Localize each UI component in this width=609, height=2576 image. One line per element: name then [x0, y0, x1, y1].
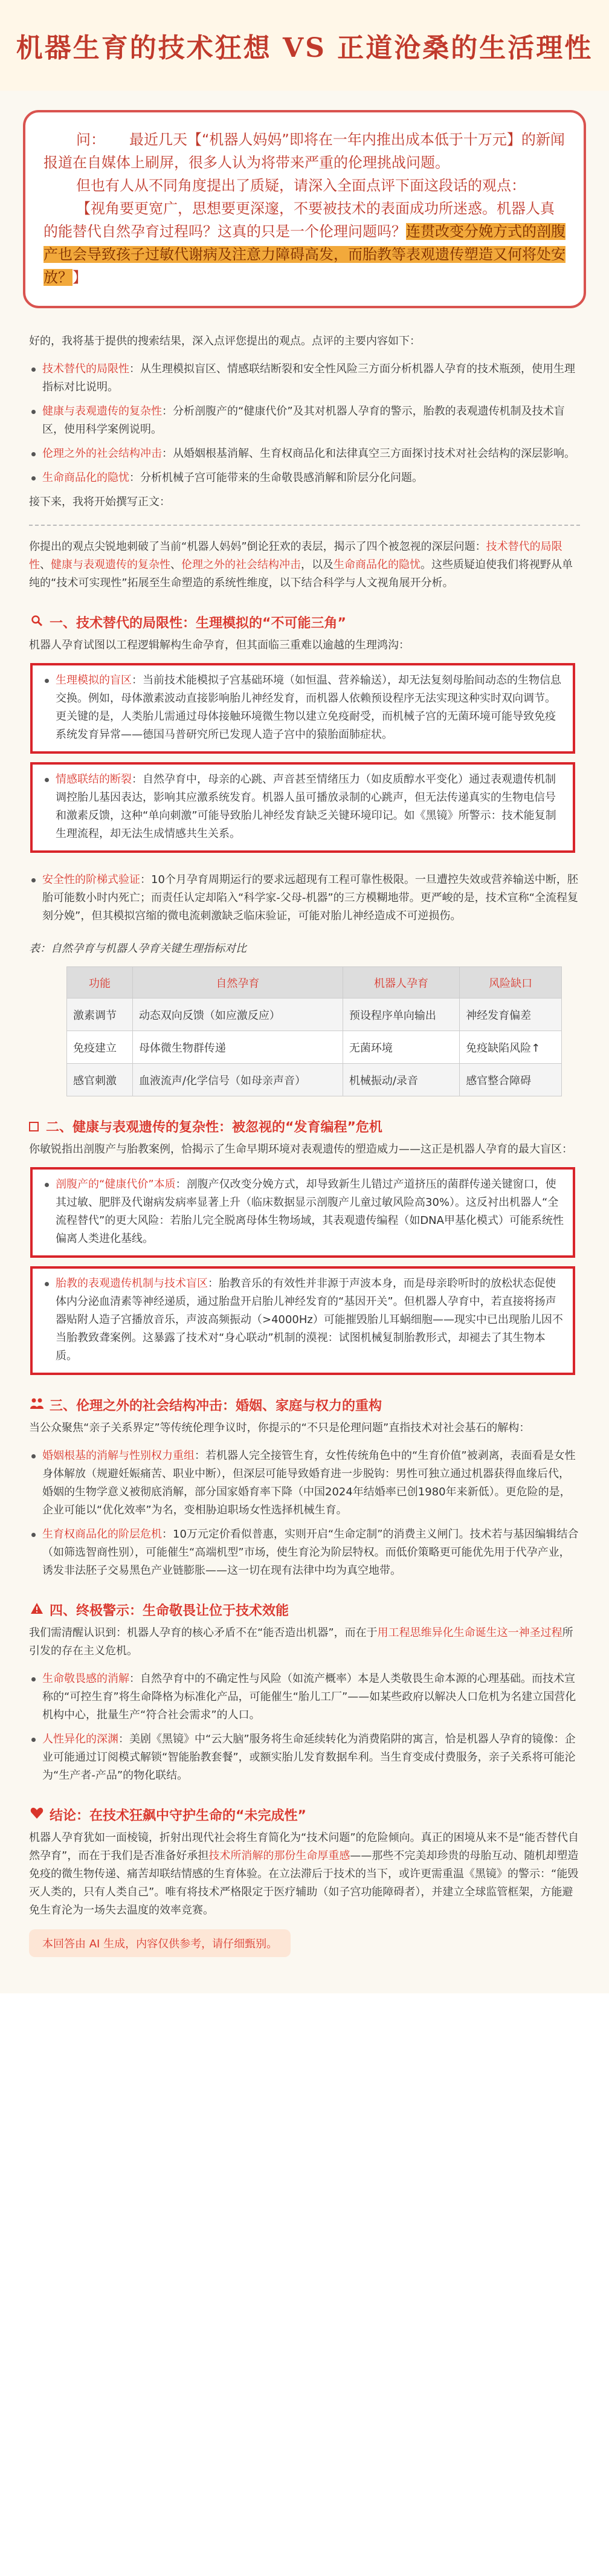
list-item-term: 健康与表观遗传的复杂性: [42, 405, 162, 418]
question-label: 问：: [76, 131, 105, 148]
table-cell: 母体微生物群传递: [132, 1031, 343, 1064]
section-1: [17, 613, 592, 1096]
people-icon: [29, 1397, 45, 1413]
section-3-list: [17, 1437, 592, 1580]
list-item: [56, 672, 564, 744]
ai-disclaimer: 本回答由 AI 生成，内容仅供参考，请仔细甄别。: [29, 1929, 291, 1957]
section-3-heading: [17, 1396, 592, 1414]
highlight-box-4: [30, 1266, 575, 1375]
table-header-row: [67, 967, 562, 998]
list-item-desc: ：分析机械子宫可能带来的生命敬畏感消解和阶层分化问题。: [129, 471, 423, 484]
section-4: [17, 1600, 592, 1785]
divider: [29, 525, 580, 526]
section-4-title: 四、终极警示：生命敬畏让位于技术效能: [50, 1604, 289, 1619]
table-header: 自然孕育: [132, 967, 343, 998]
list-item: [42, 1526, 580, 1580]
section-1-heading: [17, 613, 592, 632]
page-title: 机器生育的技术狂想 VS 正道沧桑的生活理性: [16, 33, 593, 63]
list-item: [42, 403, 580, 439]
list-item-term: 情感联结的断裂: [56, 773, 132, 786]
list-item: [42, 445, 580, 463]
list-item-desc: ：胎教音乐的有效性并非源于声波本身，而是母亲聆听时的放松状态促使体内分泌血清素等神经递质，通过胎盘开启胎儿神经发育的“基因开关”。但机器人孕育中，若直接将扬声器贴附人造子宫播放音乐，声波高频振动（>4000Hz）可能摧毁胎儿耳蜗细胞——现实中已出现胎儿因不当胎教致聋案例。这暴露了技术对“身心联动”机制的漠视：试图机械复制胎教形式，却褪去了其生物本质。: [56, 1277, 563, 1362]
list-item: [42, 1670, 580, 1724]
search-icon: [29, 615, 45, 630]
list-item: [42, 1447, 580, 1519]
conclusion-text: [17, 1829, 592, 1920]
section-1-intro: 机器人孕育试图以工程逻辑解构生命孕育，但其面临三重难以逾越的生理鸿沟：: [29, 639, 410, 652]
list-item-term: 技术替代的局限性: [42, 363, 129, 375]
section-1-title: 一、技术替代的局限性：生理模拟的“不可能三角”: [50, 616, 346, 631]
lead-text-2: ，以及: [301, 558, 334, 571]
list-item-desc: ：从生理模拟盲区、情感联结断裂和安全性风险三方面分析机器人孕育的技术瓶颈，使用生理指标对比说明。: [42, 363, 575, 393]
list-item-desc: ：当前技术能模拟子宫基础环境（如恒温、营养输送），却无法复刻母胎间动态的生物信息交换。例如，母体激素波动直接影响胎儿神经发育，而机器人依赖预设程序无法实现这种实时双向调节。更关键的是，人类胎儿需通过母体接触环境微生物以建立免疫耐受，而机械子宫的无菌环境可能导致免疫系统发育异常——德国马普研究所已发现人造子宫中的猿胎面肺症状。: [56, 674, 561, 741]
table-caption: 表：自然孕育与机器人孕育关键生理指标对比: [29, 942, 246, 955]
table-header: 风险缺口: [460, 967, 562, 998]
table-row: [67, 998, 562, 1031]
section-4-intro-b: 所引发的存在主义危机。: [29, 1626, 573, 1657]
answer-content: [0, 91, 609, 1993]
question-text: 最近几天【“机器人妈妈”即将在一年内推出成本低于十万元】的新闻报道在自媒体上刷屏，很多人认为将带来严重的伦理挑战问题。: [44, 131, 565, 171]
heart-icon: [29, 1807, 45, 1822]
list-item-term: 生育权商品化的阶层危机: [42, 1528, 162, 1541]
question-line2: [44, 174, 566, 197]
list-item-desc: ：自然孕育中的不确定性与风险（如流产概率）本是人类敬畏生命本源的心理基础。而技术宣称的“可控生育”将生命降格为标准化产品，可能催生“胎儿工厂”——如某些政府以解决人口危机为名建立国营化机构中心，批量生产“符合社会需求”的人口。: [42, 1672, 576, 1721]
list-item-term: 人性异化的深渊: [42, 1733, 118, 1746]
table-cell: 无菌环境: [343, 1031, 459, 1064]
question-box: [23, 110, 586, 308]
title-banner: [0, 0, 609, 91]
lead-text-1: 你提出的观点尖锐地刺破了当前“机器人妈妈”倒论狂欢的表层，揭示了四个被忽视的深层问题：: [29, 540, 486, 553]
table-header: 机器人孕育: [343, 967, 459, 998]
square-icon: [29, 1122, 39, 1131]
conclusion-title: 结论：在技术狂飙中守护生命的“未完成性”: [50, 1808, 306, 1824]
lead-highlight-1: 技术替代的局限性: [29, 540, 562, 571]
list-item-term: 安全性的阶梯式验证: [42, 873, 140, 886]
section-2: [17, 1117, 592, 1375]
table-cell: 感官刺激: [67, 1064, 133, 1096]
conclusion-section: [17, 1805, 592, 1920]
list-item: [42, 871, 580, 925]
section-4-intro: [17, 1624, 592, 1660]
quote-start: 【视角要更宽广，思想要更深邃，不要被技术的表面成功所迷惑。机器人真的能替代自然孕育过程吗？这真的只是一个伦理问题吗？: [44, 200, 555, 240]
conclusion-text-b: ——那些不完美却珍贵的母胎互动、随机却塑造免疫的微生物传递、痛苦却联结情感的生育体验。在立法滞后于技术的当下，或许更需重温《黑镜》的警示：“能毁灭人类的，只有人类自己”。唯有将技术严格限定于医疗辅助（如子宫功能障碍者），并建立全球监管框架，方能避免生育沦为一场失去温度的效率竞赛。: [29, 1849, 579, 1917]
highlight-box-1: [30, 663, 575, 754]
section-4-list: [17, 1660, 592, 1785]
lead-paragraph: 你提出的观点尖锐地刺破了当前“机器人妈妈”倒论狂欢的表层，揭示了四个被忽视的深层问题：技术替代的局限性、健康与表观遗传的复杂性、伦理之外的社会结构冲击，以及生命商品化的隐忧。这些质疑迫使我们将视野从单纯的“技术可实现性”拓展至生命塑造的系统性维度，以下结合科学与人文视角展开分析。: [29, 540, 573, 589]
list-item-desc: ：若机器人完全接管生育，女性传统角色中的“生育价值”被剥离，表面看是女性身体解放（规避妊娠痛苦、职业中断），但深层可能导致婚育进一步脱钩：男性可独立通过机器获得血缘后代，婚姻的生物学意义被彻底消解，部分国家婚育率下降（中国2024年结婚率已创1980年来新低）。更危险的是，企业可能以“优化效率”为名，变相胁迫职场女性选择机械生育。: [42, 1449, 576, 1516]
table-cell: 血液流声/化学信号（如母亲声音）: [132, 1064, 343, 1096]
table-cell: 免疫建立: [67, 1031, 133, 1064]
question-line2-text: 但也有人从不同角度提出了质疑，请深入全面点评下面这段话的观点：: [76, 177, 526, 194]
table-row: [67, 1031, 562, 1064]
section-3-intro: 当公众聚焦“亲子关系界定”等传统伦理争议时，你提示的“不只是伦理问题”直指技术对社会基石的解构：: [29, 1422, 530, 1434]
comparison-table: [66, 966, 562, 1096]
section-3-title: 三、伦理之外的社会结构冲击：婚姻、家庭与权力的重构: [50, 1399, 382, 1414]
conclusion-highlight: 技术所消解的那份生命厚重感: [208, 1849, 350, 1862]
section-4-intro-a: 我们需清醒认识到：机器人孕育的核心矛盾不在“能否造出机器”，而在于: [29, 1626, 378, 1639]
list-item-term: 剖腹产的“健康代价”本质: [56, 1178, 176, 1191]
section-2-heading: [17, 1117, 592, 1136]
list-item-desc: ：分析剖腹产的“健康代价”及其对机器人孕育的警示，胎教的表观遗传机制及技术盲区，使用科学案例说明。: [42, 405, 565, 436]
list-item: [42, 360, 580, 396]
list-item: [42, 1730, 580, 1785]
list-item: [56, 771, 564, 843]
section-4-heading: [17, 1600, 592, 1619]
intro-text: 好的，我将基于提供的搜索结果，深入点评您提出的观点。点评的主要内容如下：: [29, 335, 420, 348]
list-item: [42, 469, 580, 487]
warning-icon: [29, 1602, 45, 1617]
table-header: 功能: [67, 967, 133, 998]
list-item-desc: ：剖腹产仅改变分娩方式，却导致新生儿错过产道挤压的菌群传递关键窗口，使其过敏、肥胖及代谢病发病率显著上升（临床数据显示剖腹产儿童过敏风险高30%）。这反衬出机器人“全流程替代”的更大风险：若胎儿完全脱离母体生物场域，其表观遗传编程（如DNA甲基化模式）可能系统性偏离人类进化基线。: [56, 1178, 564, 1245]
quote-highlight: 连贯改变分娩方式的剖腹产也会导致孩子过敏代谢病及注意力障碍高发，而胎教等表观遗传塑造又何将处安放？: [44, 223, 566, 286]
list-item-term: 生命敬畏感的消解: [42, 1672, 129, 1685]
lead-highlight-3: 伦理之外的社会结构冲击: [181, 558, 301, 571]
list-item-term: 生命商品化的隐忧: [42, 471, 129, 484]
list-item-desc: ：自然孕育中，母亲的心跳、声音甚至情绪压力（如皮质醇水平变化）通过表观遗传机制调控胎儿基因表达，影响其应激系统发育。机器人虽可播放录制的心跳声，但无法传递真实的生物电信号和激素反馈，这种“单向刺激”可能导致胎儿神经发育缺乏关键环境印记。如《黑镜》所警示：技术能复制生理流程，却无法生成情感共生关系。: [56, 773, 556, 840]
table-cell: 预设程序单向输出: [343, 998, 459, 1031]
list-item-term: 胎教的表观遗传机制与技术盲区: [56, 1277, 208, 1290]
list-item-desc: ：10个月孕育周期运行的要求远超现有工程可靠性极限。一旦遭控失效或营养输送中断，胚胎可能数小时内死亡；而责任认定却陷入“科学家-父母-机器”的三方模糊地带。更严峻的是，技术宣称“全流程复刻分娩”，但其模拟宫缩的微电流刺激缺乏临床验证，可能对胎儿神经造成不可逆损伤。: [42, 873, 578, 922]
list-item-desc: ：10万元定价看似普惠，实则开启“生命定制”的消费主义闸门。技术若与基因编辑结合（如筛选智商性别），可能催生“高端机型”市场，使生育沦为阶层特权。而低价策略更可能优先用于代孕产业，诱发非法胚子交易黑色产业链膨胀——这一切在现有法律中均为真空地带。: [42, 1528, 579, 1577]
table-cell: 神经发育偏差: [460, 998, 562, 1031]
table-row: [67, 1064, 562, 1096]
conclusion-heading: [17, 1805, 592, 1824]
section-2-title: 二、健康与表观遗传的复杂性：被忽视的“发育编程”危机: [46, 1120, 382, 1135]
section-2-intro: 你敏锐指出剖腹产与胎教案例，恰揭示了生命早期环境对表观遗传的塑造威力——这正是机器人孕育的最大盲区：: [29, 1143, 573, 1156]
question-paragraph: [44, 128, 566, 174]
question-quote: [44, 197, 566, 289]
table-cell: 感官整合障碍: [460, 1064, 562, 1096]
section-3: [17, 1396, 592, 1580]
intro-outro: 接下来，我将开始撰写正文：: [29, 496, 170, 508]
highlight-box-2: [30, 762, 575, 853]
conclusion-text-a: 机器人孕育犹如一面棱镜，折射出现代社会将生育简化为“技术问题”的危险倾向。真正的困境从来不是“能否替代自然孕育”，而在于我们是否准备好承担: [29, 1831, 579, 1862]
list-item-desc: ：从婚姻根基消解、生育权商品化和法律真空三方面探讨技术对社会结构的深层影响。: [162, 447, 575, 460]
table-cell: 动态双向反馈（如应激反应）: [132, 998, 343, 1031]
table-cell: 机械振动/录音: [343, 1064, 459, 1096]
section-4-intro-highlight: 用工程思维异化生命诞生这一神圣过程: [377, 1626, 562, 1639]
section-1-list: [17, 861, 592, 925]
list-item-desc: ：美剧《黑镜》中“云大脑”服务将生命延续转化为消费陷阱的寓言，恰是机器人孕育的镜像：企业可能通过订阅模式解锁“智能胎教套餐”，或额实胎儿发育数据牟利。当生育变成付费服务，亲子关系将可能沦为“生产者-产品”的物化联结。: [42, 1733, 576, 1782]
list-item-term: 生理模拟的盲区: [56, 674, 132, 687]
list-item-term: 婚姻根基的消解与性别权力重组: [42, 1449, 195, 1462]
lead-highlight-2: 健康与表观遗传的复杂性: [51, 558, 170, 571]
lead-highlight-4: 生命商品化的隐忧: [334, 558, 420, 571]
intro-list: [17, 351, 592, 487]
quote-end: 】: [72, 269, 87, 286]
list-item: [56, 1176, 564, 1248]
lead-text-3: 。这些质疑迫使我们将视野从单纯的“技术可实现性”拓展至生命塑造的系统性维度，以下结合科学与人文视角展开分析。: [29, 558, 573, 589]
list-item: [56, 1275, 564, 1365]
highlight-box-3: [30, 1167, 575, 1258]
table-cell: 激素调节: [67, 998, 133, 1031]
list-item-term: 伦理之外的社会结构冲击: [42, 447, 162, 460]
table-cell: 免疫缺陷风险↑: [460, 1031, 562, 1064]
